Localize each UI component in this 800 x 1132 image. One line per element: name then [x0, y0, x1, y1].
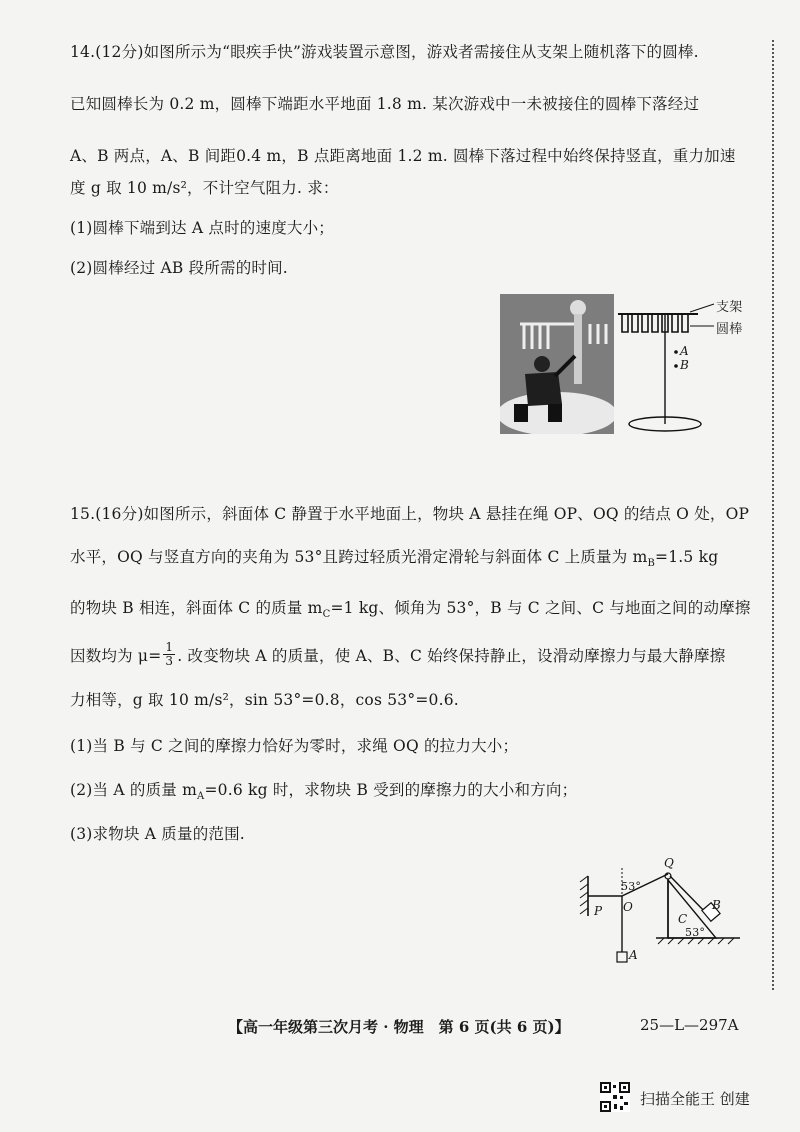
- q14-line-1: 14.(12分)如图所示为“眼疾手快”游戏装置示意图，游戏者需接住从支架上随机落下的圆棒.: [70, 43, 699, 61]
- q15-line-2-text: 水平，OQ 与竖直方向的夹角为 53°且跨过轻质光滑定滑轮与斜面体 C 上质量为 m: [70, 548, 648, 566]
- q15-line-4-text: 因数均为 μ=: [70, 646, 162, 665]
- label-p: P: [594, 904, 603, 918]
- q15-line-3-rest: =1 kg、倾角为 53°，B 与 C 之间、C 与地面之间的动摩擦: [330, 599, 751, 617]
- q14-line-2: 已知圆棒长为 0.2 m，圆棒下端距水平地面 1.8 m. 某次游戏中一未被接住的圆棒下落经过: [70, 95, 700, 113]
- q14-line-4: 度 g 取 10 m/s²，不计空气阻力. 求：: [70, 179, 339, 197]
- margin-dashed-line: [772, 40, 778, 990]
- scanner-watermark: 扫描全能王 创建: [640, 1090, 750, 1108]
- q15-sub-2: [70, 778, 577, 802]
- subscript-b: B: [647, 558, 656, 570]
- q15-line-3: [70, 596, 751, 620]
- q14-sub-2: (2)圆棒经过 AB 段所需的时间.: [70, 259, 288, 277]
- fraction: [163, 641, 175, 668]
- q15-line-2-value: =1.5 kg: [655, 548, 719, 566]
- point-a-label: A: [680, 344, 689, 358]
- label-q: Q: [664, 856, 675, 870]
- label-a: A: [629, 948, 638, 962]
- q14-line-3: A、B 两点，A、B 间距0.4 m，B 点距离地面 1.2 m. 圆棒下落过程中始终保持竖直，重力加速: [70, 147, 736, 165]
- q15-line-4: [70, 641, 725, 668]
- rod-label: 圆棒: [716, 322, 743, 337]
- label-o: O: [623, 900, 634, 914]
- incline-diagram: [578, 858, 748, 968]
- point-b-label: B: [680, 358, 690, 372]
- rod-diagram: [618, 294, 778, 434]
- q15-sub-2-rest: =0.6 kg 时，求物块 B 受到的摩擦力的大小和方向；: [204, 781, 578, 799]
- page-footer-title: 【高一年级第三次月考 · 物理 第 6 页(共 6 页)】: [228, 1018, 570, 1036]
- qr-code-icon: [600, 1082, 630, 1112]
- label-c: C: [678, 912, 688, 926]
- subscript-a: A: [197, 791, 205, 803]
- support-label: 支架: [716, 300, 743, 315]
- game-photo: [500, 294, 614, 434]
- q15-line-4-rest: . 改变物块 A 的质量，使 A、B、C 始终保持静止，设滑动摩擦力与最大静摩擦: [177, 646, 726, 665]
- q15-line-1: 15.(16分)如图所示，斜面体 C 静置于水平地面上，物块 A 悬挂在绳 OP、OQ 的结点 O 处，OP: [70, 505, 750, 523]
- fraction-denominator: 3: [165, 654, 174, 668]
- page-footer-code: 25—L—297A: [640, 1016, 739, 1034]
- label-angle-bottom: 53°: [685, 926, 706, 939]
- q15-line-2: [70, 545, 718, 569]
- q15-sub-3: (3)求物块 A 质量的范围.: [70, 825, 245, 843]
- q15-sub-2-text: (2)当 A 的质量 m: [70, 781, 198, 799]
- q15-line-5: 力相等，g 取 10 m/s²，sin 53°=0.8，cos 53°=0.6.: [70, 691, 459, 709]
- label-b: B: [712, 898, 722, 912]
- q15-line-3-text: 的物块 B 相连，斜面体 C 的质量 m: [70, 599, 323, 617]
- label-angle-top: 53°: [621, 880, 642, 893]
- fraction-numerator: 1: [165, 640, 174, 654]
- q15-sub-1: (1)当 B 与 C 之间的摩擦力恰好为零时，求绳 OQ 的拉力大小；: [70, 737, 519, 755]
- subscript-c: C: [322, 609, 331, 621]
- q14-sub-1: (1)圆棒下端到达 A 点时的速度大小；: [70, 219, 335, 237]
